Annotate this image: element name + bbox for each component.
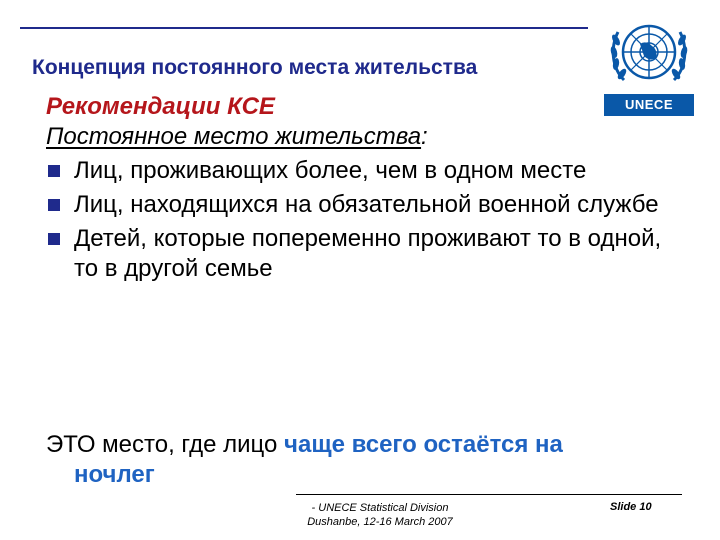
summary-statement	[46, 430, 676, 490]
subtitle-colon: :	[421, 123, 428, 150]
recommendation-title: Рекомендации КСЕ	[46, 93, 275, 120]
square-bullet-icon	[48, 199, 60, 211]
bullet-text: Лиц, находящихся на обязательной военной службе	[74, 191, 659, 218]
footer-divider	[296, 494, 682, 495]
summary-emphasis: чаще всего остаётся на	[284, 431, 563, 458]
footer-source	[280, 501, 480, 529]
subtitle-line	[46, 122, 676, 152]
slide-title: Концепция постоянного места жительства	[32, 56, 478, 79]
square-bullet-icon	[48, 233, 60, 245]
un-emblem-icon	[604, 10, 694, 94]
square-bullet-icon	[48, 165, 60, 177]
summary-line-1	[46, 430, 676, 460]
bullet-text: Лиц, проживающих более, чем в одном месте	[74, 157, 587, 184]
slide-number: Slide 10	[610, 501, 652, 513]
bullet-list	[46, 156, 676, 284]
footer-division: - UNECE Statistical Division	[311, 502, 449, 514]
footer-location-date: Dushanbe, 12-16 March 2007	[307, 516, 453, 528]
list-item	[46, 224, 676, 284]
list-item	[46, 156, 676, 186]
list-item	[46, 190, 676, 220]
summary-line-2	[46, 460, 676, 490]
slide-body	[46, 92, 676, 284]
summary-emphasis-continued: ночлег	[74, 461, 155, 488]
bullet-text: Детей, которые попеременно проживают то в одной, то в другой семье	[74, 225, 662, 282]
subtitle: Постоянное место жительства	[46, 123, 422, 150]
unece-logo-text: UNECE	[604, 94, 694, 116]
header-divider	[20, 27, 588, 29]
summary-prefix: ЭТО место, где лицо	[46, 431, 285, 458]
